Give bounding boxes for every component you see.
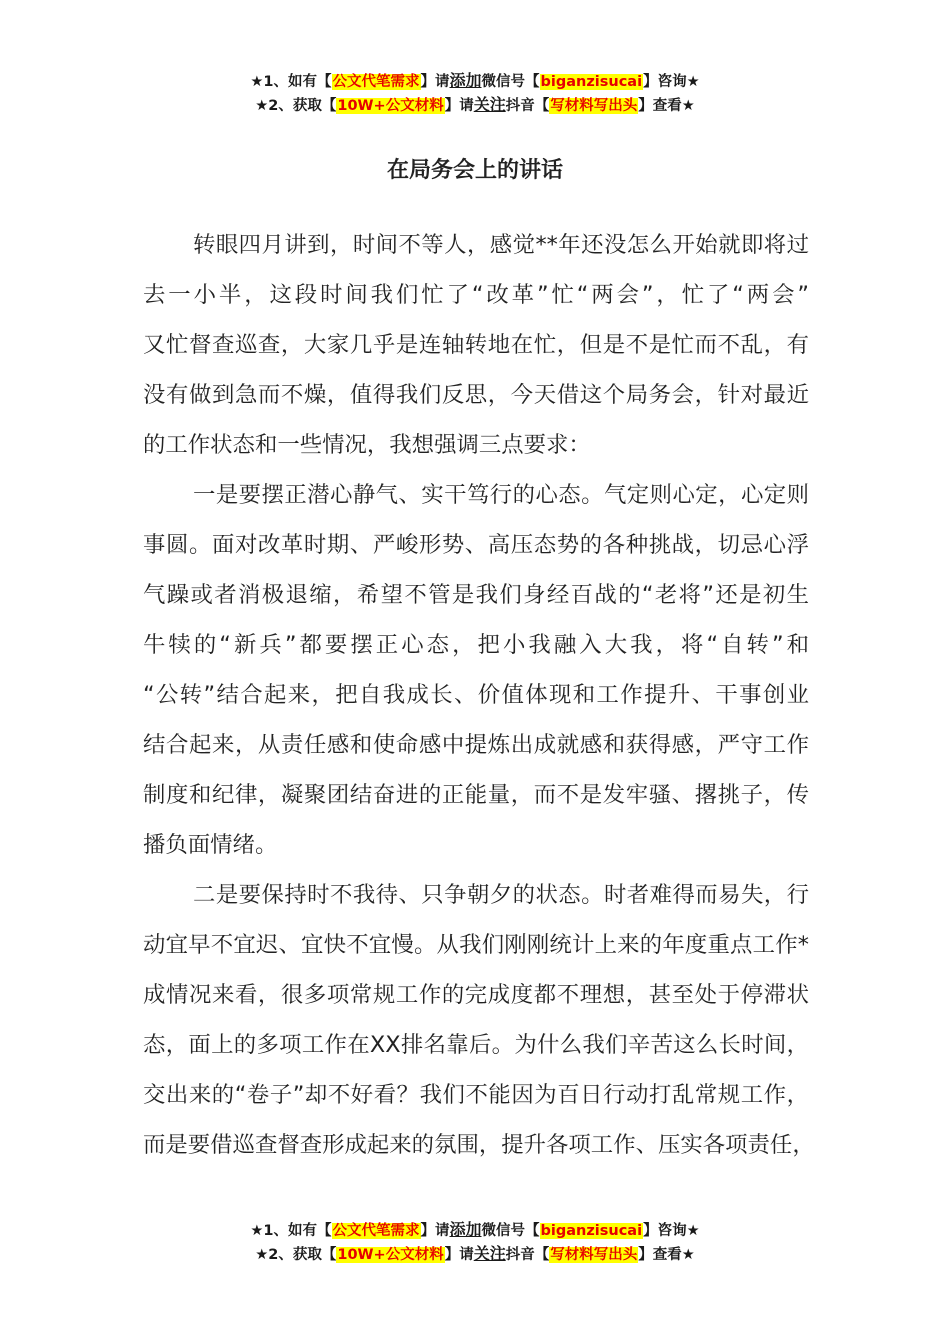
text-line: 牛犊的“新兵”都要摆正心态，把小我融入大我，将“自转”和	[143, 632, 809, 658]
banner-text: ★1、如有【	[250, 74, 332, 90]
banner-line-1	[0, 69, 950, 93]
banner-text: 】查看★	[638, 98, 695, 114]
text-line: 转眼四月讲到，时间不等人，感觉**年还没怎么开始就即将过	[193, 232, 809, 258]
text-line: “公转”结合起来，把自我成长、价值体现和工作提升、干事创业	[143, 682, 809, 708]
document-body	[143, 220, 815, 1170]
banner-text: ★2、获取【	[255, 1247, 337, 1263]
banner-underline: 添加	[449, 71, 482, 90]
text-line: 气躁或者消极退缩，希望不管是我们身经百战的“老将”还是初生	[143, 582, 809, 608]
banner-text: 抖音【	[505, 98, 550, 114]
banner-text: 微信号【	[481, 1223, 540, 1239]
text-line: 制度和纪律，凝聚团结奋进的正能量，而不是发牢骚、撂挑子，传	[143, 782, 809, 808]
banner-text: 】查看★	[638, 1247, 695, 1263]
banner-text: 】请	[444, 1247, 474, 1263]
banner-text: 】请	[420, 74, 450, 90]
banner-highlight: 公文代笔需求	[332, 1223, 420, 1239]
banner-text: ★1、如有【	[250, 1223, 332, 1239]
text-line: 结合起来，从责任感和使命感中提炼出成就感和获得感，严守工作	[143, 732, 809, 758]
banner-highlight: 10W+公文材料	[337, 1247, 444, 1263]
banner-underline: 关注	[473, 95, 506, 114]
banner-highlight: biganzisucai	[540, 74, 643, 90]
banner-text: 】咨询★	[643, 1223, 700, 1239]
text-line: 一是要摆正潜心静气、实干笃行的心态。气定则心定，心定则	[193, 482, 809, 508]
banner-text: 抖音【	[505, 1247, 550, 1263]
text-line: 二是要保持时不我待、只争朝夕的状态。时者难得而易失，行	[193, 882, 809, 908]
text-line: 成情况来看，很多项常规工作的完成度都不理想，甚至处于停滞状	[143, 982, 809, 1008]
text-line: 没有做到急而不燥，值得我们反思，今天借这个局务会，针对最近	[143, 382, 809, 408]
text-line: 播负面情绪。	[143, 832, 278, 858]
footer-banner	[0, 1218, 950, 1266]
banner-highlight: 写材料写出头	[550, 1247, 638, 1263]
text-line: 去一小半，这段时间我们忙了“改革”忙“两会”，忙了“两会”	[143, 282, 809, 308]
text-line: 又忙督查巡查，大家几乎是连轴转地在忙，但是不是忙而不乱，有	[143, 332, 809, 358]
banner-line-2	[0, 1242, 950, 1266]
banner-text: 微信号【	[481, 74, 540, 90]
banner-text: 】请	[420, 1223, 450, 1239]
text-line: 动宜早不宜迟、宜快不宜慢。从我们刚刚统计上来的年度重点工作*	[143, 932, 809, 958]
document-title: 在局务会上的讲话	[386, 158, 563, 183]
banner-line-1	[0, 1218, 950, 1242]
text-line: 而是要借巡查督查形成起来的氛围，提升各项工作、压实各项责任，	[143, 1132, 815, 1158]
banner-highlight: 公文代笔需求	[332, 74, 420, 90]
banner-underline: 添加	[449, 1220, 482, 1239]
banner-line-2	[0, 93, 950, 117]
banner-text: 】咨询★	[643, 74, 700, 90]
banner-text: 】请	[444, 98, 474, 114]
banner-text: ★2、获取【	[255, 98, 337, 114]
text-line: 交出来的“卷子”却不好看？我们不能因为百日行动打乱常规工作，	[143, 1082, 809, 1108]
banner-highlight: 10W+公文材料	[337, 98, 444, 114]
banner-highlight: 写材料写出头	[550, 98, 638, 114]
header-banner	[0, 69, 950, 117]
banner-underline: 关注	[473, 1244, 506, 1263]
text-line: 的工作状态和一些情况，我想强调三点要求：	[143, 432, 591, 458]
text-line: 事圆。面对改革时期、严峻形势、高压态势的各种挑战，切忌心浮	[143, 532, 809, 558]
text-line: 态，面上的多项工作在XX排名靠后。为什么我们辛苦这么长时间，	[143, 1032, 809, 1058]
banner-highlight: biganzisucai	[540, 1223, 643, 1239]
